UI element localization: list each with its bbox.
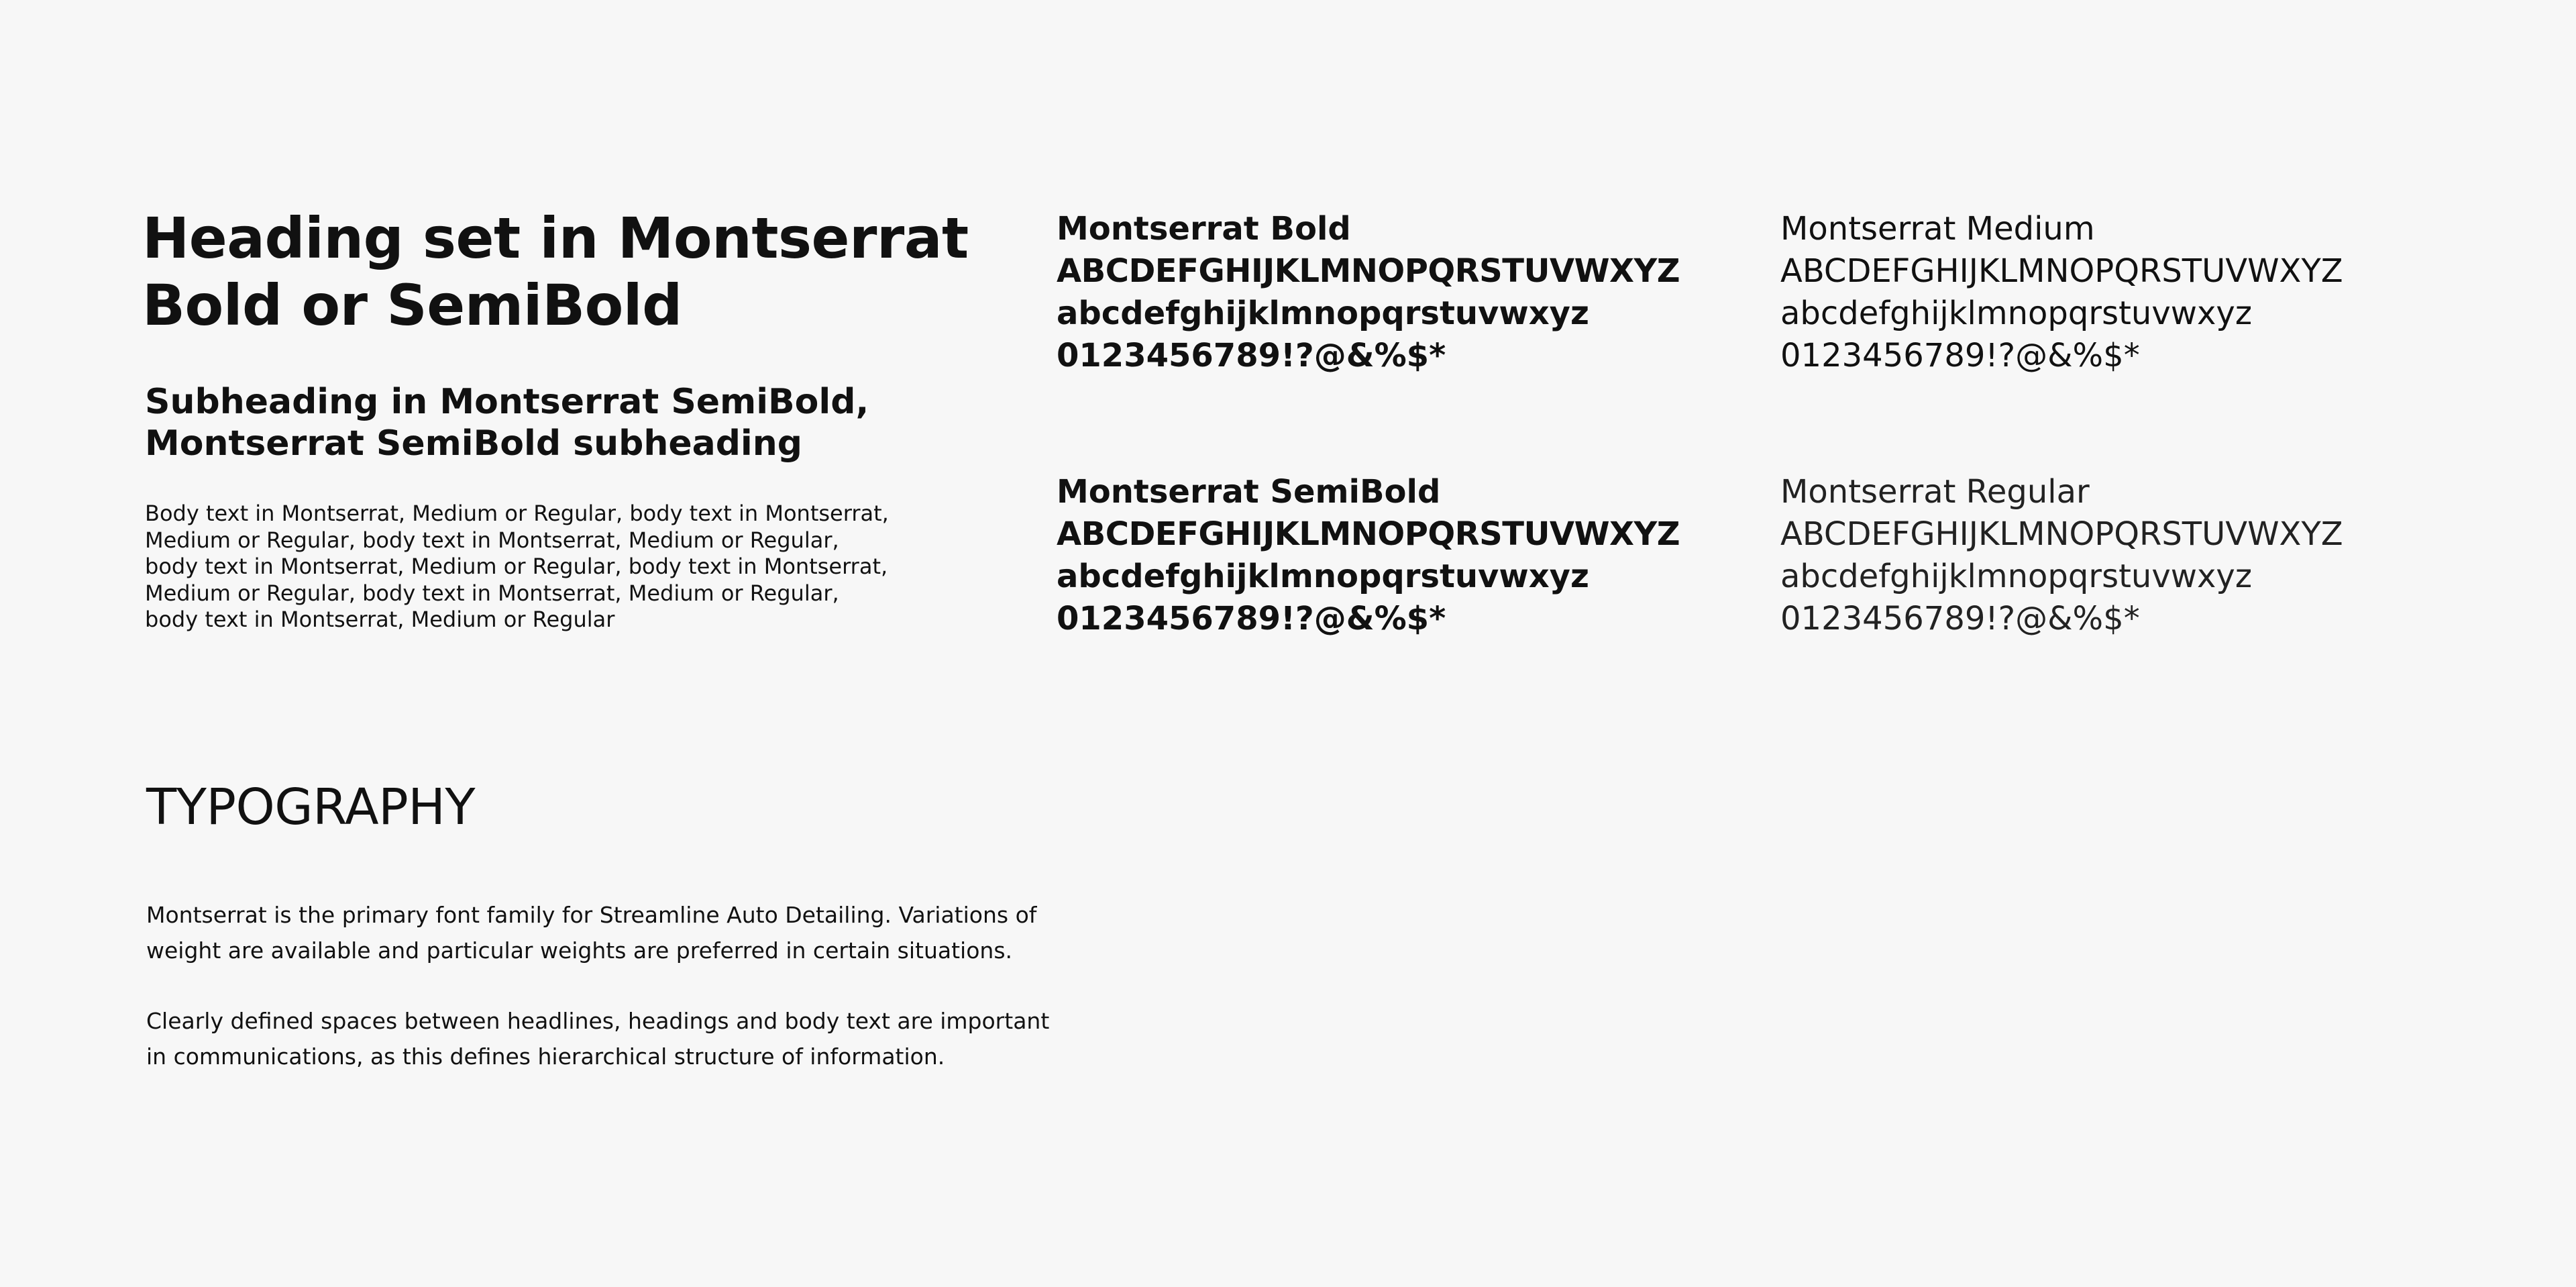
body-text-line: Body text in Montserrat, Medium or Regular, body text in Montserrat, — [145, 501, 889, 526]
specimen-lowercase: abcdefghijklmnopqrstuvwxyz — [1780, 558, 2253, 595]
body-text-line: body text in Montserrat, Medium or Regular — [145, 607, 615, 632]
specimen-uppercase: ABCDEFGHIJKLMNOPQRSTUVWXYZ — [1057, 515, 1680, 553]
body-text-line: body text in Montserrat, Medium or Regular, body text in Montserrat, — [145, 554, 888, 579]
heading-sample — [142, 205, 987, 339]
specimen-lowercase: abcdefghijklmnopqrstuvwxyz — [1780, 295, 2253, 332]
specimen-uppercase: ABCDEFGHIJKLMNOPQRSTUVWXYZ — [1780, 252, 2343, 290]
specimen-name: Montserrat Bold — [1057, 210, 1351, 248]
paragraph-line: weight are available and particular weights are preferred in certain situations. — [146, 937, 1013, 964]
specimen-name: Montserrat SemiBold — [1057, 473, 1441, 511]
body-text-line: Medium or Regular, body text in Montserrat, Medium or Regular, — [145, 580, 839, 606]
specimen-uppercase: ABCDEFGHIJKLMNOPQRSTUVWXYZ — [1057, 252, 1680, 290]
typography-paragraph-1 — [146, 897, 1036, 968]
subheading-line: Subheading in Montserrat SemiBold, — [145, 382, 869, 422]
specimen-name: Montserrat Medium — [1780, 210, 2095, 248]
specimen-numerals: 0123456789!?@&%$* — [1780, 600, 2140, 637]
specimen-numerals: 0123456789!?@&%$* — [1780, 337, 2140, 374]
specimen-bold — [1057, 208, 1680, 377]
subheading-sample — [145, 381, 869, 464]
body-text-sample — [145, 501, 889, 633]
typography-paragraph-2 — [146, 1003, 1049, 1074]
specimen-lowercase: abcdefghijklmnopqrstuvwxyz — [1057, 295, 1589, 332]
specimen-numerals: 0123456789!?@&%$* — [1057, 337, 1446, 374]
specimen-uppercase: ABCDEFGHIJKLMNOPQRSTUVWXYZ — [1780, 515, 2343, 553]
specimen-name: Montserrat Regular — [1780, 473, 2090, 511]
body-text-line: Medium or Regular, body text in Montserrat, Medium or Regular, — [145, 527, 839, 553]
specimen-medium — [1780, 208, 2343, 377]
heading-line: Heading set in Montserrat — [142, 205, 969, 271]
specimen-semibold — [1057, 471, 1680, 640]
paragraph-line: Montserrat is the primary font family for Streamline Auto Detailing. Variations of — [146, 902, 1037, 928]
typography-title: TYPOGRAPHY — [146, 778, 476, 836]
specimen-numerals: 0123456789!?@&%$* — [1057, 600, 1446, 637]
subheading-line: Montserrat SemiBold subheading — [145, 423, 803, 464]
specimen-lowercase: abcdefghijklmnopqrstuvwxyz — [1057, 558, 1589, 595]
heading-line: Bold or SemiBold — [142, 272, 682, 338]
specimen-regular — [1780, 471, 2343, 640]
paragraph-line: in communications, as this defines hierarchical structure of information. — [146, 1043, 945, 1070]
paragraph-line: Clearly defined spaces between headlines, headings and body text are important — [146, 1008, 1050, 1034]
